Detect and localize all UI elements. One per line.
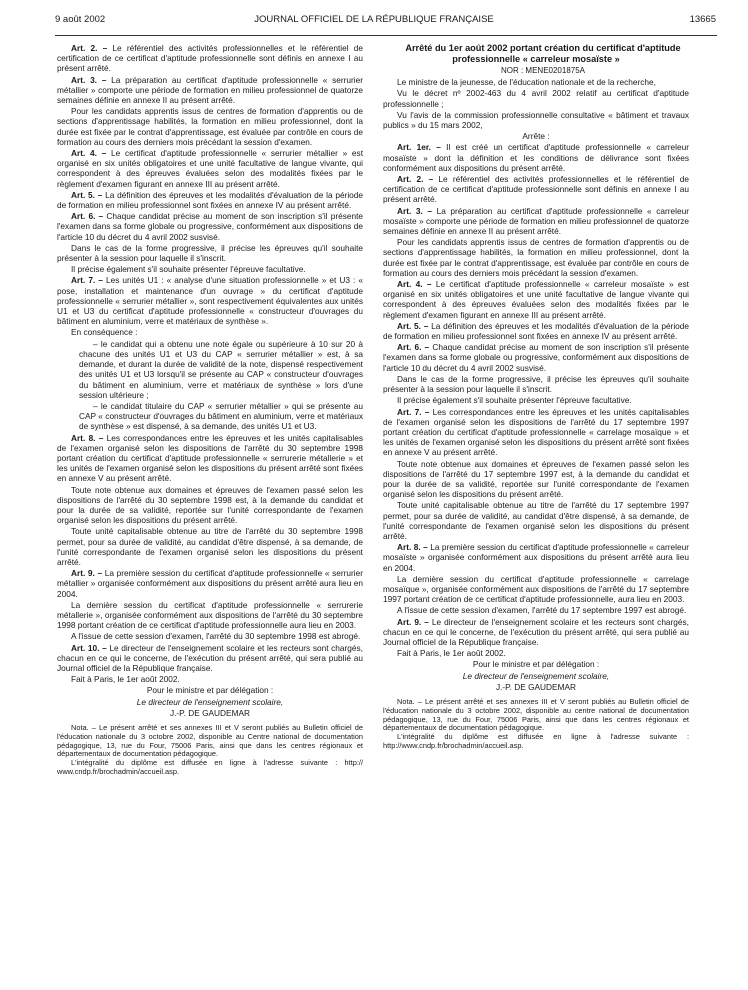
article-paragraph [57, 275, 363, 326]
nota-online: L'intégralité du diplôme est diffusée en ligne à l'adresse suivante : http://www.cndp.fr/brochadmin/accueil.asp. [383, 732, 689, 750]
left-column [57, 43, 363, 777]
paragraph-text: En conséquence : [71, 327, 138, 338]
signature-title: Le directeur de l'enseignement scolaire, [136, 696, 284, 707]
paragraph [383, 395, 689, 405]
article-paragraph [57, 643, 363, 674]
paragraph-text: Il précise également s'il souhaite présenter l'épreuve facultative. [71, 264, 306, 275]
paragraph-text: Toute unité capitalisable obtenue au titre de l'arrêté du 30 septembre 1998 permet, pour sa durée de validité, au candidat d'être dispensé, à sa demande, de l'unité correspondante de l'examen organisé selon les dispositions du présent arrêté. [57, 526, 363, 567]
paragraph-text: La première session du certificat d'aptitude professionnelle « serrurier métallier » organisée conformément aux dispositions du présent arrêté aura lieu en 2004. [57, 568, 364, 599]
article-paragraph [57, 148, 363, 189]
article-paragraph [383, 206, 689, 237]
nor-reference: NOR : MENE0201875A [500, 66, 586, 75]
article-number: Art. 9. – [71, 568, 103, 579]
decree-title: Arrêté du 1er août 2002 portant création du certificat d'aptitude professionnelle « carreleur mosaïste » [405, 43, 681, 64]
paragraph-text: Pour les candidats apprentis issus de centres de formation d'apprentis ou de sections d'apprentissage habilités, la formation en milieu professionnel, dont la durée est fixée par le contrat d'apprentissage, est évaluée par contrôle en cours de formation au cours des derniers mois précédant la session d'examen. [383, 237, 689, 278]
paragraph-text: Le directeur de l'enseignement scolaire et les recteurs sont chargés, chacun en ce qui le concerne, de l'exécution du présent arrêté, qui sera publié au Journal officiel de la République française. [57, 642, 363, 673]
paragraph-text: Chaque candidat précise au moment de son inscription s'il présente l'examen dans sa forme globale ou progressive, conformément aux dispositions de l'article 10 du décret du 4 avril 2002 susvisé. [57, 211, 363, 242]
article-number: Art. 3. – [397, 205, 433, 216]
paragraph-text: Dans le cas de la forme progressive, il précise les épreuves qu'il souhaite présenter à la session pour laquelle il s'inscrit. [57, 242, 363, 264]
right-nota [383, 698, 689, 751]
intro-paragraph: Le ministre de la jeunesse, de l'éducation nationale et de la recherche, [397, 77, 656, 88]
paragraph [57, 631, 363, 641]
paragraph [383, 574, 689, 605]
right-column [383, 43, 689, 751]
paragraph-text: La préparation au certificat d'aptitude professionnelle « serrurier métallier » comporte une période de formation en milieu professionnel de quatorze semaines définie en annexe II au présent arrêté. [57, 74, 363, 106]
article-paragraph [57, 190, 363, 210]
paragraph-text: Dans le cas de la forme progressive, il précise les épreuves qu'il souhaite présenter à la session pour laquelle il s'inscrit. [383, 373, 689, 395]
paragraph-text: Toute note obtenue aux domaines et épreuves de l'examen passé selon les dispositions de l'arrêté du 17 septembre 1997 est, à la demande du candidat et pour la durée de sa validité, reportée sur l'unité correspondante de l'examen organisé selon les dispositions du présent arrêté. [383, 458, 689, 500]
article-number: Art. 5. – [71, 189, 103, 200]
intro-paragraph: Vu l'avis de la commission professionnelle consultative « bâtiment et travaux publics » du 15 mars 2002, [383, 109, 689, 131]
article-number: Art. 6. – [397, 342, 430, 353]
article-number: Art. 2. – [397, 174, 434, 185]
paragraph-text: La définition des épreuves et les modalités d'évaluation de la période de formation en milieu professionnel sont fixées en annexe IV au présent arrêté. [57, 189, 364, 211]
paragraph-text: La dernière session du certificat d'aptitude professionnelle « serrurerie métallerie », organisée conformément aux dispositions de l'arrêté du 30 septembre 1998 portant création de ce certificat d'aptitude professionnelle aura lieu en 2003. [57, 599, 363, 631]
article-number: Art. 1er. – [397, 142, 441, 153]
paragraph [383, 374, 689, 394]
paragraph-text: Pour les candidats apprentis issus de centres de formation d'apprentis ou de sections d'apprentissage habilités, la formation en milieu professionnel, dont la durée est fixée par le contrat d'apprentissage, est évaluée par contrôle en cours de formation au cours des derniers mois précédant la session d'examen. [57, 106, 363, 147]
paragraph [57, 485, 363, 526]
signature-title: Le directeur de l'enseignement scolaire, [462, 670, 610, 681]
intro-paragraph: Vu le décret nº 2002-463 du 4 avril 2002 relatif au certificat d'aptitude professionnelle ; [383, 88, 689, 109]
paragraph-text: Le directeur de l'enseignement scolaire et les recteurs sont chargés, chacun en ce qui le concerne, de l'exécution du présent arrêté, qui sera publié au Journal officiel de la République française. [383, 616, 689, 647]
nota-text: Nota. – Le présent arrêté et ses annexes III et V seront publiés au Bulletin officiel de l'éducation nationale du 3 octobre 2002, disponible au centre national de documentation pédagogique, 13, rue du Four, 75006 Paris, ainsi que dans les centres régionaux et départementaux de documentation pédagogique. [383, 696, 689, 733]
list-item: – le candidat titulaire du CAP « serrurier métallier » qui se présente au CAP « constructeur d'ouvrages du bâtiment en aluminium, verre et matériaux de synthèse » est dispensé, à sa demande, des unités U1 et U3. [79, 400, 363, 432]
article-paragraph [383, 407, 689, 458]
nota-text: Nota. – Le présent arrêté et ses annexes III et V seront publiés au Bulletin officiel de l'éducation nationale du 3 octobre 2002, disponible au Centre national de documentation pédagogique, 13, rue du Four, 75006 Paris, ainsi que dans les centres régionaux et départementaux de documentation pédagogique. [57, 723, 363, 759]
article-paragraph [383, 617, 689, 648]
paragraph-text: Toute unité capitalisable obtenue au titre de l'arrêté du 17 septembre 1997 permet, pour sa durée de validité, au candidat d'être dispensé, à sa demande, de l'unité correspondante de l'examen organisé selon les dispositions du présent arrêté. [383, 500, 689, 541]
left-articles [57, 43, 363, 338]
left-list [57, 339, 363, 432]
paragraph-text: La définition des épreuves et les modalités d'évaluation de la période de formation en milieu professionnel sont fixées en annexe IV au présent arrêté. [383, 320, 690, 342]
article-number: Art. 5. – [397, 320, 429, 331]
header-rule [55, 35, 717, 36]
paragraph-text: Toute note obtenue aux domaines et épreuves de l'examen passé selon les dispositions de l'arrêté du 30 septembre 1998 est, à la demande du candidat et pour la durée de sa validité, reportée sur l'unité correspondante de l'examen organisé selon les dispositions du présent arrêté. [57, 484, 363, 526]
paragraph-text: La première session du certificat d'aptitude professionnelle « carreleur mosaïste » organisée conformément aux dispositions du présent arrêté aura lieu en 2004. [383, 542, 689, 573]
paragraph-text: La préparation au certificat d'aptitude professionnelle « carreleur mosaïste » comporte une période de formation en milieu professionnel de quatorze semaines définie en annexe II au présent arrêté. [383, 205, 689, 237]
paragraph-text: Les unités U1 : « analyse d'une situation professionnelle » et U3 : « pose, installation et maintenance d'un ouvrage » du certificat d'aptitude professionnelle « serrurier métallier », sont respectivement équivalentes aux unités U1 et U3 du certificat d'aptitude professionnelle « constructeur d'ouvrages du bâtiment en aluminium, verre et matériaux de synthèse ». [57, 275, 363, 327]
article-number: Art. 6. – [71, 211, 104, 222]
paragraph-text: Chaque candidat précise au moment de son inscription s'il présente l'examen dans sa forme globale ou progressive, conformément aux dispositions de l'article 10 du décret du 4 avril 2002 susvisé. [383, 342, 689, 373]
paragraph-text: Le certificat d'aptitude professionnelle « serrurier métallier » est organisé en six unités obligatoires et une unité facultative de langue vivante, qui correspondent à des épreuves évaluées selon des modalités fixées par le règlement d'examen figurant en annexe III au présent arrêté. [57, 148, 363, 189]
paragraph [57, 600, 363, 631]
article-paragraph [383, 279, 689, 320]
header-journal-title: JOURNAL OFFICIEL DE LA RÉPUBLIQUE FRANÇAISE [254, 14, 494, 25]
paragraph [57, 526, 363, 567]
article-number: Art. 3. – [71, 74, 107, 85]
paragraph [383, 500, 689, 541]
left-nota [57, 724, 363, 777]
article-number: Art. 8. – [397, 542, 428, 553]
article-paragraph [57, 568, 363, 599]
signature-place-date: Fait à Paris, le 1er août 2002. [397, 648, 506, 659]
article-number: Art. 2. – [71, 43, 108, 53]
article-paragraph [57, 43, 363, 74]
paragraph-text: Le référentiel des activités professionnelles et le référentiel de certification de ce certificat d'aptitude professionnelle sont définis en annexe I au présent arrêté. [383, 174, 689, 205]
paragraph [57, 243, 363, 263]
article-number: Art. 4. – [397, 279, 432, 290]
article-paragraph [57, 433, 363, 484]
article-paragraph [383, 342, 689, 373]
paragraph-text: Le certificat d'aptitude professionnelle « carreleur mosaïste » est organisé en six unités obligatoires et une unité facultative de langue vivante qui correspondent à des épreuves évaluées selon des modalités fixées par le règlement d'examen figurant en annexe III au présent arrêté. [383, 279, 689, 320]
article-paragraph [383, 174, 689, 205]
article-number: Art. 10. – [71, 642, 107, 653]
nota-online: L'intégralité du diplôme est diffusée en ligne à l'adresse suivante : http:// www.cndp.fr/brochadmin/accueil.asp. [57, 758, 363, 776]
paragraph-text: A l'issue de cette session d'examen, l'arrêté du 17 septembre 1997 est abrogé. [397, 605, 687, 616]
signature-delegation: Pour le ministre et par délégation : [146, 685, 274, 696]
right-articles [383, 142, 689, 647]
paragraph-text: Les correspondances entre les épreuves et les unités capitalisables de l'examen organisé selon les dispositions de l'arrêté du 17 septembre 1997 portant création du certificat d'aptitude professionnelle « carrelage mosaïque » et les unités de l'examen organisé selon les dispositions du présent arrêté sont fixées en annexe V au présent arrêté. [383, 406, 689, 458]
signature-delegation: Pour le ministre et par délégation : [472, 659, 600, 670]
arrete-heading: Arrête : [522, 131, 550, 142]
article-number: Art. 7. – [397, 406, 430, 417]
header-date: 9 août 2002 [55, 14, 106, 25]
article-number: Art. 7. – [71, 275, 103, 286]
paragraph-text: Le référentiel des activités professionnelles et le référentiel de certification de ce certificat d'aptitude professionnelle sont définis en annexe I au présent arrêté. [57, 43, 363, 74]
left-articles-continued [57, 433, 363, 674]
paragraph-text: Les correspondances entre les épreuves et les unités capitalisables de l'examen organisé selon les dispositions de l'arrêté du 30 septembre 1998 portant création du certificat d'aptitude professionnelle « serrurerie métallerie » et les unités de l'examen organisé selon les dispositions du présent arrêté sont fixées en annexe V au présent arrêté. [57, 432, 363, 484]
paragraph-text: La dernière session du certificat d'aptitude professionnelle « carrelage mosaïque », organisée conformément aux dispositions de l'arrêté du 17 septembre 1997 portant création de ce certificat d'aptitude professionnelle, aura lieu en 2003. [383, 573, 689, 605]
paragraph-text: Il précise également s'il souhaite présenter l'épreuve facultative. [397, 395, 632, 406]
article-number: Art. 4. – [71, 148, 107, 159]
signature-name: J.-P. DE GAUDEMAR [169, 707, 251, 718]
article-number: Art. 9. – [397, 616, 429, 627]
article-number: Art. 8. – [71, 432, 104, 443]
decree-intro [383, 77, 689, 130]
header-page-number: 13665 [689, 14, 716, 25]
paragraph [57, 106, 363, 147]
paragraph-text: A l'issue de cette session d'examen, l'arrêté du 30 septembre 1998 est abrogé. [71, 631, 361, 642]
article-paragraph [57, 211, 363, 242]
paragraph-text: Il est créé un certificat d'aptitude professionnelle « carreleur mosaïste » dont la définition et les conditions de délivrance sont fixées conformément aux dispositions du présent arrêté. [383, 142, 690, 173]
paragraph [383, 237, 689, 278]
article-paragraph [383, 542, 689, 573]
article-paragraph [383, 321, 689, 341]
list-item: – le candidat qui a obtenu une note égale ou supérieure à 10 sur 20 à chacune des unités U1 et U3 du CAP « serrurier métallier » est, à sa demande, et durant la durée de validité de la note, dispensé respectivement des unités U1 et U3 lorsqu'il se présente au CAP « constructeur d'ouvrages du bâtiment en aluminium, verre et matériaux de synthèse » lors d'une session ultérieure ; [79, 338, 363, 400]
signature-name: J.-P. DE GAUDEMAR [495, 681, 577, 692]
paragraph [57, 264, 363, 274]
signature-place-date: Fait à Paris, le 1er août 2002. [71, 674, 180, 685]
paragraph [57, 327, 363, 337]
paragraph [383, 605, 689, 615]
paragraph [383, 459, 689, 500]
article-paragraph [57, 75, 363, 106]
article-paragraph [383, 142, 689, 173]
